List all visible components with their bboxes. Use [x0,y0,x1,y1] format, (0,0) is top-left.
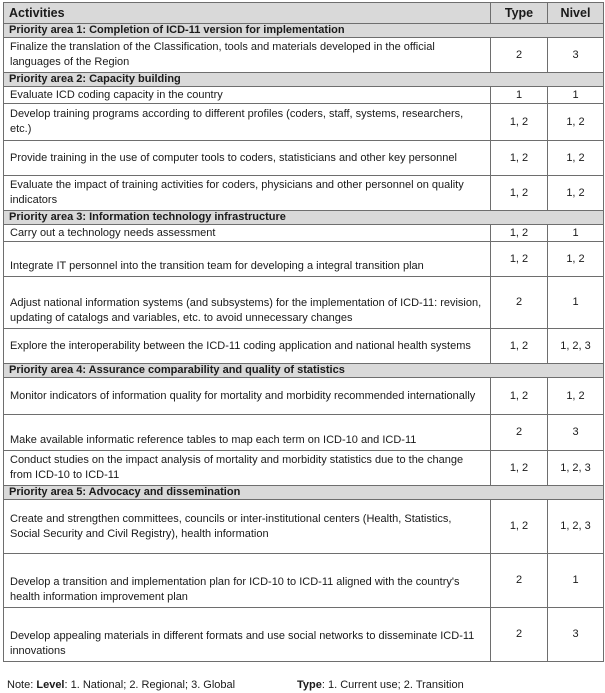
priority-area-1-row [4,24,604,38]
type-value: 1, 2 [491,104,548,141]
activity-text: Develop a transition and implementation plan for ICD-10 to ICD-11 aligned with the country's health information improvement plan [4,554,491,608]
type-value: 2 [491,608,548,662]
table-row [4,500,604,554]
table-row [4,329,604,364]
table-row [4,415,604,451]
activity-text: Develop training programs according to different profiles (coders, staff, systems, researchers, etc.) [4,104,491,141]
activity-text: Explore the interoperability between the ICD-11 coding application and national health systems [4,329,491,364]
level-legend: : 1. National; 2. Regional; 3. Global [64,679,236,691]
note-prefix: Note: [7,679,37,691]
level-value: 3 [548,415,604,451]
type-value: 1, 2 [491,500,548,554]
type-value: 1, 2 [491,329,548,364]
level-key: Level [36,679,65,691]
activity-text: Integrate IT personnel into the transition team for developing a integral transition plan [4,242,491,277]
level-value: 1 [548,87,604,104]
type-value: 1, 2 [491,378,548,415]
type-legend: : 1. Current use; 2. Transition [321,679,464,691]
table-row [4,38,604,73]
activity-text: Monitor indicators of information quality for mortality and morbidity recommended internationally [4,378,491,415]
level-value: 1, 2 [548,378,604,415]
activity-text: Create and strengthen committees, councils or inter-institutional centers (Health, Statistics, Social Security and Civil Registry), health information [4,500,491,554]
level-value: 1, 2, 3 [548,451,604,486]
level-value: 1, 2 [548,176,604,211]
priority-area-title: Priority area 2: Capacity building [4,73,604,87]
type-value: 2 [491,554,548,608]
type-value: 1, 2 [491,225,548,242]
activity-text: Evaluate the impact of training activities for coders, physicians and other personnel on quality indicators [4,176,491,211]
priority-area-title: Priority area 5: Advocacy and dissemination [4,486,604,500]
table-row [4,176,604,211]
level-value: 1, 2 [548,141,604,176]
table-row [4,608,604,662]
priority-area-3-row [4,211,604,225]
priority-area-5-row [4,486,604,500]
level-value: 1 [548,277,604,329]
activity-text: Evaluate ICD coding capacity in the country [4,87,491,104]
level-value: 3 [548,38,604,73]
activity-text: Provide training in the use of computer tools to coders, statisticians and other key personnel [4,141,491,176]
table-row [4,242,604,277]
type-value: 1, 2 [491,141,548,176]
activities-table [3,2,604,662]
type-value: 1, 2 [491,176,548,211]
table-row [4,225,604,242]
priority-area-2-row [4,73,604,87]
activities-header: Activities [4,3,491,24]
table-row [4,104,604,141]
activity-text: Develop appealing materials in different formats and use social networks to disseminate ICD-11 innovations [4,608,491,662]
priority-area-title: Priority area 4: Assurance comparability and quality of statistics [4,364,604,378]
level-value: 3 [548,608,604,662]
table-row [4,277,604,329]
level-header: Nivel [548,3,604,24]
table-row [4,141,604,176]
level-value: 1, 2 [548,104,604,141]
type-value: 1, 2 [491,451,548,486]
table-row [4,451,604,486]
table-row [4,554,604,608]
level-value: 1, 2 [548,242,604,277]
activity-text: Make available informatic reference tables to map each term on ICD-10 and ICD-11 [4,415,491,451]
table-footnote [7,679,464,692]
activity-text: Conduct studies on the impact analysis of mortality and morbidity statistics due to the change from ICD-10 to ICD-11 [4,451,491,486]
type-value: 1, 2 [491,242,548,277]
level-value: 1, 2, 3 [548,329,604,364]
table-row [4,87,604,104]
header-row [4,3,604,24]
level-value: 1 [548,225,604,242]
type-value: 2 [491,38,548,73]
level-value: 1 [548,554,604,608]
priority-area-4-row [4,364,604,378]
level-value: 1, 2, 3 [548,500,604,554]
type-value: 2 [491,415,548,451]
table-row [4,378,604,415]
type-value: 2 [491,277,548,329]
activity-text: Finalize the translation of the Classification, tools and materials developed in the official languages of the Region [4,38,491,73]
priority-area-title: Priority area 1: Completion of ICD-11 version for implementation [4,24,604,38]
type-header: Type [491,3,548,24]
type-value: 1 [491,87,548,104]
type-key: Type [297,679,322,691]
priority-area-title: Priority area 3: Information technology infrastructure [4,211,604,225]
activity-text: Adjust national information systems (and subsystems) for the implementation of ICD-11: revision, updating of catalogs and variables, etc. to avoid unnecessary changes [4,277,491,329]
activity-text: Carry out a technology needs assessment [4,225,491,242]
type-legend-group [297,679,464,692]
